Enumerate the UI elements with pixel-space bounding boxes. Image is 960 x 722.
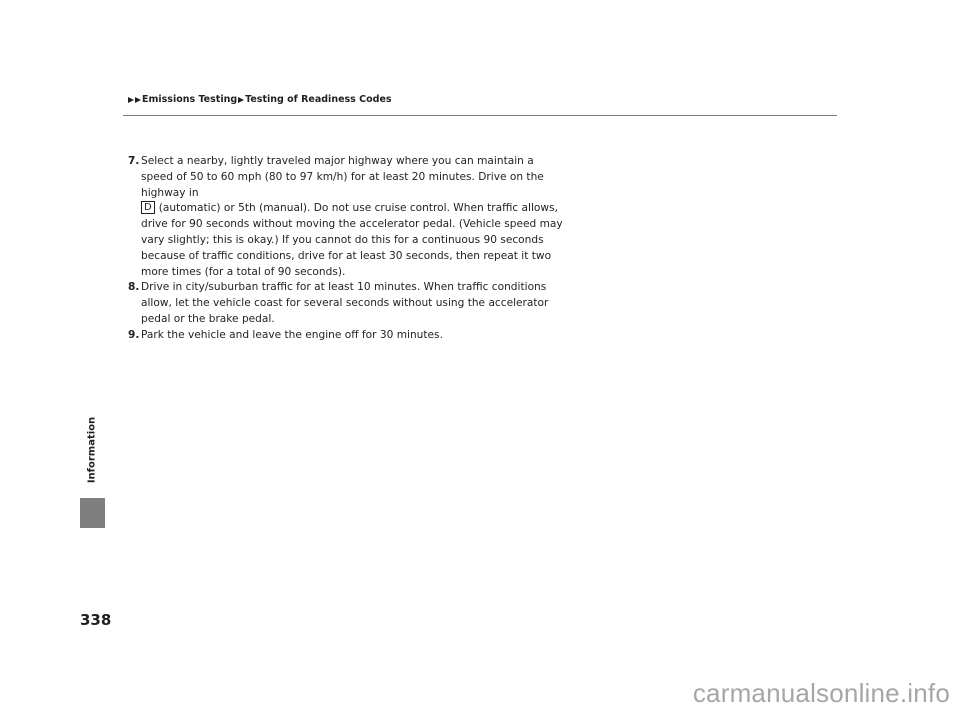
step-number: 8. (128, 281, 140, 294)
chapter-tab-marker (80, 498, 105, 528)
breadcrumb-arrow-icon (135, 97, 141, 103)
step-number: 9. (128, 328, 140, 341)
step-text-continued: (automatic) or 5th (manual). Do not use cruise control. When traffic allows, drive for 90 seconds without moving the accelerator pedal. (Vehicle speed may vary slightly; this is okay.) If you cannot do this for a continuous 90 seconds because of traffic conditions, drive for at least 30 seconds, then repeat it two more times (for a total of 90 seconds). (141, 202, 563, 278)
header-divider (123, 115, 837, 116)
step-8 (128, 280, 568, 327)
step-9 (128, 328, 568, 344)
instruction-list (128, 154, 568, 344)
step-text: Select a nearby, lightly traveled major highway where you can maintain a speed of 50 to 60 mph (80 to 97 km/h) for at least 20 minutes. Drive on the highway in (141, 155, 544, 199)
chapter-label: Information (86, 416, 98, 484)
step-number: 7. (128, 155, 140, 167)
step-7 (128, 154, 568, 280)
watermark-text: carmanualsonline.info (692, 678, 950, 708)
page-number: 338 (80, 611, 112, 629)
drive-d-position-icon: D (141, 201, 155, 214)
breadcrumb-subsection[interactable]: Testing of Readiness Codes (245, 94, 392, 105)
breadcrumb-section[interactable]: Emissions Testing (142, 94, 238, 105)
breadcrumb (128, 94, 392, 105)
breadcrumb-arrow-icon (128, 97, 134, 103)
breadcrumb-arrow-icon (238, 97, 244, 103)
step-text: Drive in city/suburban traffic for at least 10 minutes. When traffic conditions allow, let the vehicle coast for several seconds without using the accelerator pedal or the brake pedal. (141, 281, 549, 325)
step-text: Park the vehicle and leave the engine off for 30 minutes. (141, 328, 443, 341)
